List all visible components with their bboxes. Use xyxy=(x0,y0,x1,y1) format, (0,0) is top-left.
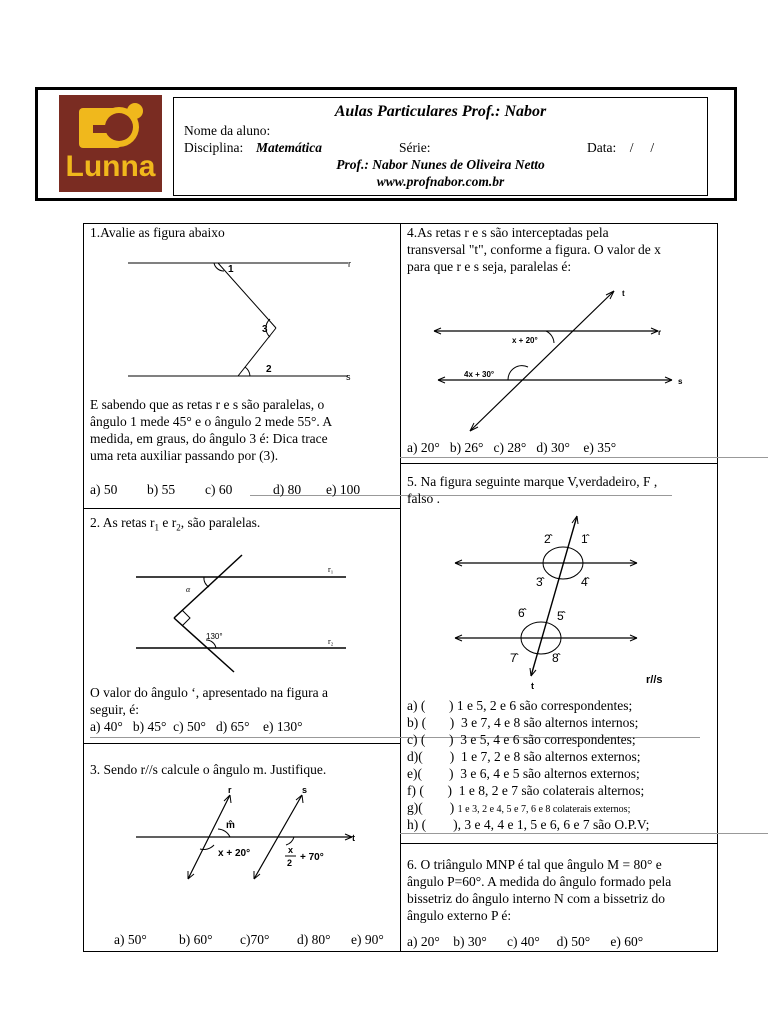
q1-text-3: medida, em graus, do ângulo 3 é: Dica trace xyxy=(90,431,328,446)
q2-options[interactable]: a) 40° b) 45° c) 50° d) 65° e) 130° xyxy=(90,719,303,734)
q1-angle-3: 3 xyxy=(262,324,268,335)
subject-label: Disciplina: xyxy=(184,140,244,155)
q4-label-t: t xyxy=(622,289,625,298)
q5-item-h[interactable]: h) ( ), 3 e 4, 4 e 1, 5 e 6, 6 e 7 são O.P.V; xyxy=(407,817,650,832)
subject-value: Matemática xyxy=(256,140,322,155)
q3-option-d[interactable]: d) 80° xyxy=(297,932,331,947)
q1-text-4: uma reta auxiliar passando por (3). xyxy=(90,448,279,463)
q6-text-1: 6. O triângulo MNP é tal que ângulo M = 80° e xyxy=(407,857,662,872)
row-divider-q5 xyxy=(400,843,718,844)
q5-item-e[interactable]: e)( ) 3 e 6, 4 e 5 são alternos externos; xyxy=(407,766,640,781)
website: www.profnabor.com.br xyxy=(376,174,505,189)
logo-text: Lunna xyxy=(65,150,156,183)
q4-angle-a: x + 20° xyxy=(512,336,538,345)
q3-option-e[interactable]: e) 90° xyxy=(351,932,384,947)
q1-text-2: ângulo 1 mede 45° e o ângulo 2 mede 55°. A xyxy=(90,414,333,429)
q4-label-r: r xyxy=(658,328,662,337)
q4-label-s: s xyxy=(678,377,683,386)
q5-item-a[interactable]: a) ( ) 1 e 5, 2 e 6 são correspondentes; xyxy=(407,698,633,713)
scan-line xyxy=(400,457,768,458)
q2-figure xyxy=(130,550,360,680)
q3-option-a[interactable]: a) 50° xyxy=(114,932,147,947)
q6-text-4: ângulo externo P é: xyxy=(407,908,512,923)
q4-options[interactable]: a) 20° b) 26° c) 28° d) 30° e) 35° xyxy=(407,440,617,455)
header-title: Aulas Particulares Prof.: Nabor xyxy=(334,103,547,120)
scan-line xyxy=(250,495,672,496)
q5-item-d[interactable]: d)( ) 1 e 7, 2 e 8 são alternos externos; xyxy=(407,749,641,764)
q5-text-1: 5. Na figura seguinte marque V,verdadeiro, F , xyxy=(407,474,658,489)
q1-option-e[interactable]: e) 100 xyxy=(326,482,361,497)
q4-figure xyxy=(430,285,690,435)
q3-label-t: t xyxy=(352,833,355,843)
q6-text-2: ângulo P=60°. A medida do ângulo formado pela xyxy=(407,874,672,889)
q1-label-r: r xyxy=(348,259,351,269)
q6-text-3: bissetriz do ângulo interno N com a bissetriz do xyxy=(407,891,665,906)
q5-item-g[interactable]: g)( ) 1 e 3, 2 e 4, 5 e 7, 6 e 8 colaterais externos; xyxy=(407,800,631,815)
q2-alpha: α xyxy=(186,585,191,594)
q5-angle-8: 8̂ xyxy=(552,651,559,665)
q4-text-1: 4.As retas r e s são interceptadas pela xyxy=(407,225,609,240)
q2-angle-130: 130° xyxy=(206,632,223,641)
q4-text-2: transversal "t", conforme a figura. O valor de x xyxy=(407,242,661,257)
row-divider-q1 xyxy=(83,508,401,509)
q1-prompt: 1.Avalie as figura abaixo xyxy=(90,225,225,240)
q5-angle-2: 2̂ xyxy=(544,532,551,546)
q3-label-x20: x + 20° xyxy=(218,848,251,859)
q3-label-xden: 2 xyxy=(287,858,293,868)
q1-option-a[interactable]: a) 50 xyxy=(90,482,118,497)
scan-line xyxy=(400,833,768,834)
q1-option-b[interactable]: b) 55 xyxy=(147,482,176,497)
q1-angle-1: 1 xyxy=(228,264,234,275)
q1-figure xyxy=(90,255,380,385)
q1-option-c[interactable]: c) 60 xyxy=(205,482,233,497)
q3-figure xyxy=(130,783,370,893)
row-divider-q2 xyxy=(83,743,401,744)
q3-option-b[interactable]: b) 60° xyxy=(179,932,213,947)
q5-text-2: falso . xyxy=(407,491,440,506)
q3-label-m: m̂ xyxy=(226,820,235,831)
q1-label-s: s xyxy=(346,372,351,382)
q2-text-1: O valor do ângulo ‘, apresentado na figura a xyxy=(90,685,329,700)
q5-item-c[interactable]: c) ( ) 3 e 5, 4 e 6 são correspondentes; xyxy=(407,732,636,747)
q5-figure xyxy=(450,512,690,692)
q3-label-r: r xyxy=(228,785,232,795)
grade-label: Série: xyxy=(399,140,431,155)
q3-label-plus70: + 70° xyxy=(300,852,324,863)
q2-prompt: 2. As retas $r_1$ e $r_2$, são paralelas. xyxy=(90,515,261,533)
student-name-label: Nome da aluno: xyxy=(184,123,271,138)
q1-angle-2: 2 xyxy=(266,364,272,375)
teacher-name: Prof.: Nabor Nunes de Oliveira Netto xyxy=(336,157,545,172)
q5-angle-4: 4̂ xyxy=(581,575,588,589)
q3-option-c[interactable]: c)70° xyxy=(240,932,270,947)
q2-text-2: seguir, é: xyxy=(90,702,139,717)
q5-item-f[interactable]: f) ( ) 1 e 8, 2 e 7 são colaterais alternos; xyxy=(407,783,645,798)
q5-angle-5: 5̂ xyxy=(557,609,564,623)
lunna-logo xyxy=(59,95,162,192)
q5-angle-1: 1̂ xyxy=(581,532,588,546)
q5-angle-6: 6̂ xyxy=(518,606,525,620)
q5-angle-7: 7̂ xyxy=(510,651,517,665)
q3-label-s: s xyxy=(302,785,308,795)
q1-option-d[interactable]: d) 80 xyxy=(273,482,302,497)
q3-prompt: 3. Sendo r//s calcule o ângulo m. Justifique. xyxy=(90,762,327,777)
q2-label-r2: r₂ xyxy=(328,637,334,646)
q5-angle-3: 3̂ xyxy=(536,575,543,589)
q5-label-t: t xyxy=(531,681,534,691)
q2-label-r1: r₁ xyxy=(328,565,334,574)
q5-item-b[interactable]: b) ( ) 3 e 7, 4 e 8 são alternos internos; xyxy=(407,715,639,730)
q4-text-3: para que r e s seja, paralelas é: xyxy=(407,259,572,274)
q3-label-xnum: x xyxy=(288,845,294,855)
q1-text-1: E sabendo que as retas r e s são paralelas, o xyxy=(90,397,325,412)
row-divider-q4 xyxy=(400,463,718,464)
date-label: Data: / / xyxy=(587,140,655,155)
q4-angle-b: 4x + 30° xyxy=(464,370,495,379)
q5-label-rs: r//s xyxy=(646,674,663,686)
q6-options[interactable]: a) 20° b) 30° c) 40° d) 50° e) 60° xyxy=(407,934,644,949)
